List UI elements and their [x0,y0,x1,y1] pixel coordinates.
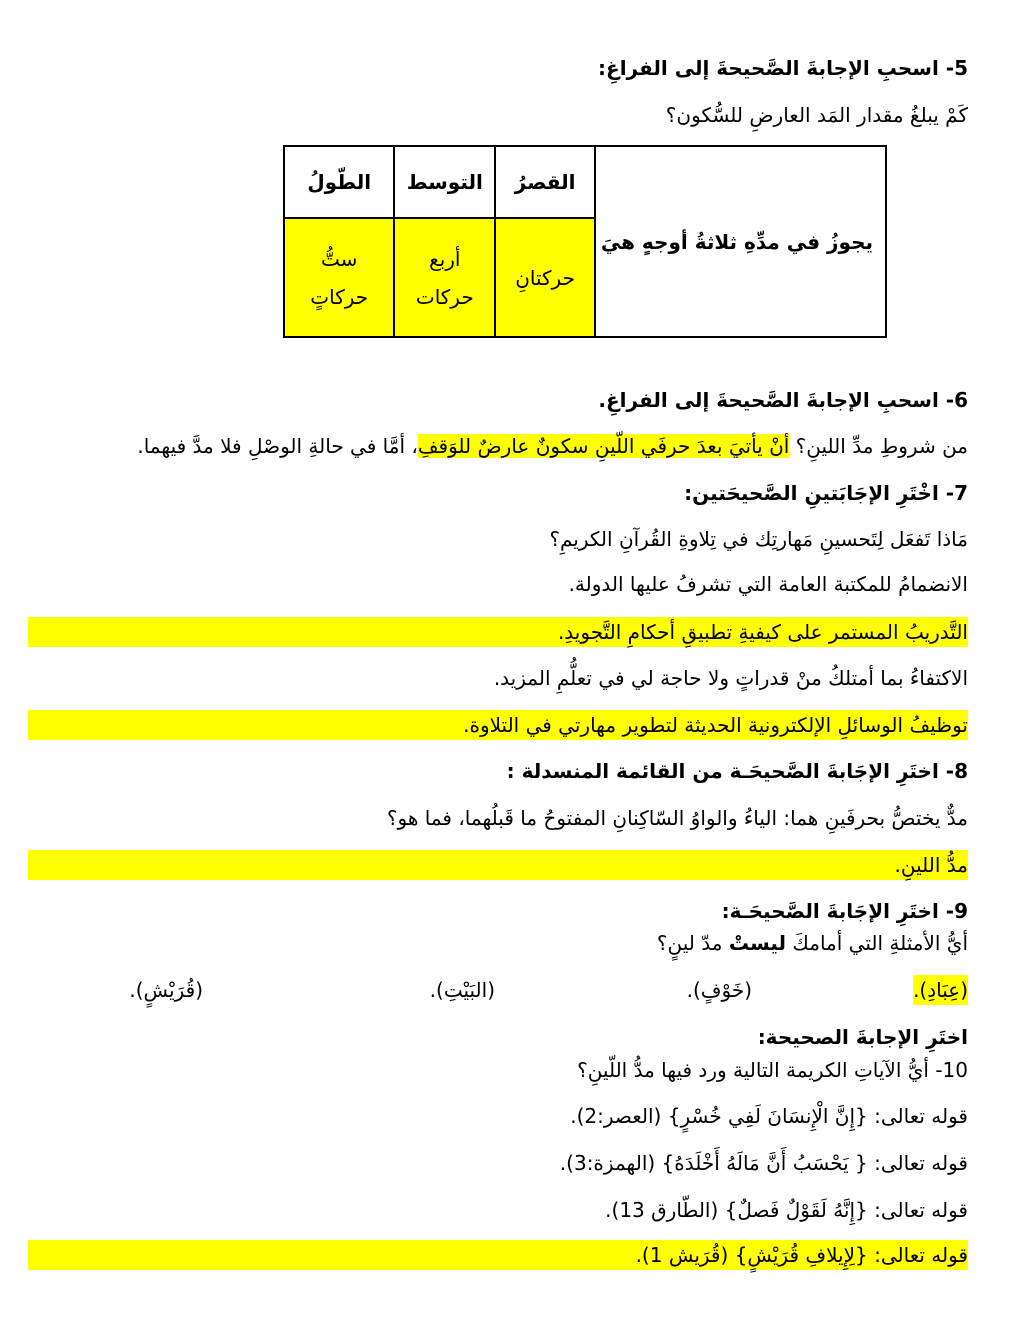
q5-answer-medium[interactable] [394,218,495,337]
q10-option-2[interactable]: قوله تعالى: { يَحْسَبُ أَنَّ مَالَهُ أَخْلَدَهُ} (الهمزة:3). [559,1151,968,1175]
q5-answer-long[interactable] [284,218,394,337]
q5-answer-medium-text: أربع حركات [415,246,474,309]
q7-option-2[interactable]: التَّدريبُ المستمر على كيفيةِ تطبيقِ أحكامِ التَّجويدِ. [28,617,968,647]
q9-option-1[interactable]: (عِبَادِ). [913,975,968,1005]
q7-option-4[interactable]: توظيفُ الوسائلِ الإلكترونية الحديثة لتطوير مهارتي في التلاوة. [28,710,968,740]
q7-option-3[interactable]: الاكتفاءُ بما أمتلكُ منْ قدراتٍ ولا حاجة لي في تعلُّمِ المزيد. [493,666,968,690]
q9-heading: 9- اختَرِ الإجَابةَ الصَّحيحَـة: [721,899,968,923]
q8-question: مدٌّ يختصُّ بحرفَينِ هما: الياءُ والواوُ السّاكِنانِ المفتوحُ ما قَبلُهما، فما هو؟ [386,806,968,830]
q10-option-4[interactable]: قوله تعالى: {لِإِيلافِ قُرَيْشٍ} (قُرَيش 1). [28,1240,968,1270]
q5-question: كَمْ يبلغُ مقدار المَد العارضِ للسُّكون؟ [665,103,968,127]
q7-option-1[interactable]: الانضمامُ للمكتبة العامة التي تشرفُ عليها الدولة. [568,572,968,596]
q6-answer[interactable]: أنْ يأتيَ بعدَ حرفَي اللّينِ سكونٌ عارضٌ للوَقفِ [417,434,790,458]
q8-heading: 8- اختَرِ الإجَابةَ الصَّحيحَـة من القائمة المنسدلة : [506,759,968,783]
q5-header-short: القصرُ [495,146,595,218]
q8-answer[interactable]: مدُّ اللينِ. [28,850,968,880]
q9-question-prefix: أيُّ الأمثلةِ التي أمامكَ [786,931,968,955]
q5-header-medium: التوسط [394,146,495,218]
q9-option-2[interactable]: (خَوْفٍ). [686,978,752,1002]
q9-question-bold: ليستْ [728,931,787,955]
q10-heading: اختَرِ الإجابةَ الصحيحة: [757,1025,968,1049]
q5-answer-long-text: ستُّ حركاتٍ [310,246,369,309]
q5-header-long: الطّولُ [284,146,394,218]
q6-sentence [28,431,968,461]
q6-before: من شروطِ مدِّ اللينِ؟ [789,434,968,458]
q7-question: مَاذا تَفعَل لِتَحسينِ مَهارتِك في تِلاوةِ القُرآنِ الكريمِ؟ [549,527,968,551]
q6-after: ، أمَّا في حالةِ الوصْلِ فلا مدَّ فيهما. [137,434,418,458]
q9-option-3[interactable]: (البَيْتِ). [429,978,495,1002]
q5-table [283,145,887,338]
q10-option-1[interactable]: قوله تعالى: {إِنَّ الْإِنسَانَ لَفِي خُسْرٍ} (العصر:2). [570,1104,968,1128]
q5-table-label: يجوزُ في مدِّهِ ثلاثةُ أوجهٍ هيَ [595,146,886,337]
q7-heading: 7- اخْتَرِ الإجَابَتينِ الصَّحيحَتين: [684,481,968,505]
q10-option-3[interactable]: قوله تعالى: {إِنَّهُ لَقَوْلٌ فَصلٌ} (الطّارق 13). [605,1198,968,1222]
q6-heading: 6- اسحبِ الإجابةَ الصَّحيحةَ إلى الفراغِ. [598,388,968,412]
q9-question [28,928,968,958]
q10-question: 10- أيُّ الآياتِ الكريمة التالية ورد فيها مدُّ اللّينِ؟ [577,1058,968,1082]
q5-heading: 5- اسحبِ الإجابةَ الصَّحيحةَ إلى الفراغِ: [598,56,968,80]
q5-answer-short[interactable]: حركتانِ [495,218,595,337]
q9-question-suffix: مدّ لينٍ؟ [656,931,729,955]
q9-option-4[interactable]: (قُرَيْشٍ). [129,978,203,1002]
